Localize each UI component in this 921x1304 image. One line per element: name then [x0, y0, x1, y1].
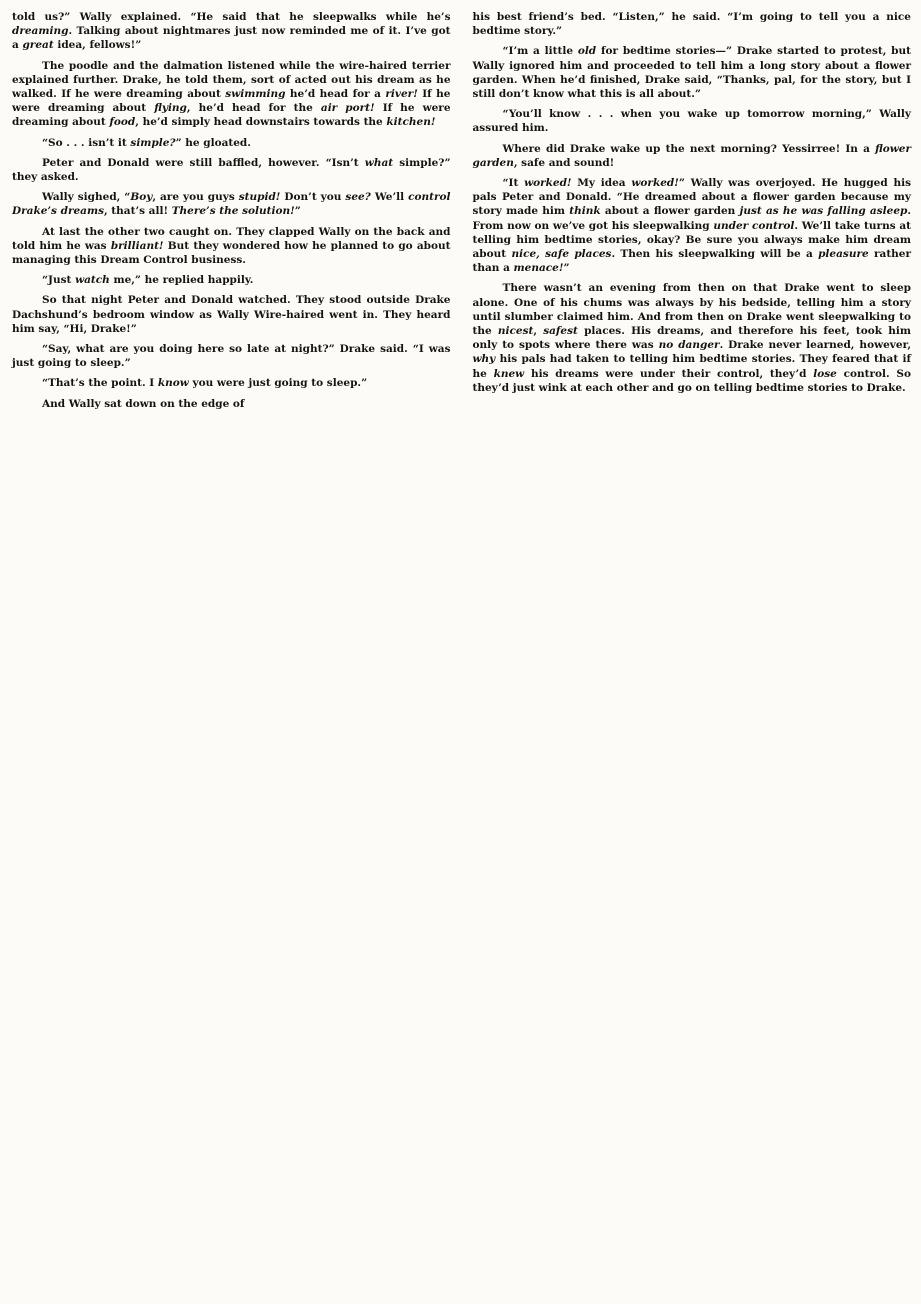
text-run: his pals had taken to telling him bedtime stories. They feared that if he [472, 353, 911, 380]
text-run: told us?” Wally explained. “He said that he sleepwalks while he’s [12, 11, 451, 23]
text-run: he’d head for a [285, 88, 386, 101]
text-run: So that night Peter and Donald watched. They stood outside Drake Dachshund’s bedroom window as Wally Wire-haired went in. They heard him say, “Hi, Drake!” [12, 294, 451, 335]
text-run: And Wally sat down on the edge of [42, 397, 245, 410]
italic-text-run: worked! [524, 177, 572, 190]
italic-text-run: old [577, 45, 597, 58]
italic-text-run: worked! [631, 177, 679, 190]
italic-text-run: dreaming [12, 25, 69, 38]
italic-text-run: control Drake’s dreams [12, 191, 451, 218]
text-run: , safe and sound! [513, 156, 615, 169]
text-run: for bedtime stories—” Drake started to protest, but Wally ignored him and proceeded to tell him a long story about a flower garden. When he’d finished, Drake said, “Thanks, pal, for the story, but I still don’t know what this is all about.” [472, 45, 911, 101]
italic-text-run: nicest [497, 325, 534, 338]
italic-text-run: no danger [658, 339, 720, 352]
right-column-paragraph [473, 176, 912, 275]
left-column-paragraph [12, 293, 451, 336]
text-run: places. His dreams, and therefore his feet, took him only to spots where there was [472, 325, 912, 352]
italic-text-run: know [157, 377, 189, 390]
text-run: At last the other two caught on. They clapped Wally on the back and told him he was [12, 225, 451, 252]
italic-text-run: brilliant! [110, 239, 164, 252]
right-column-paragraph [473, 281, 912, 395]
text-run: Don’t you [280, 191, 346, 204]
italic-text-run: just as he was falling asleep [739, 205, 908, 218]
text-run: “Just [42, 274, 76, 287]
text-run: , he’d simply head downstairs towards the [135, 116, 387, 129]
italic-text-run: swimming [225, 88, 286, 101]
italic-text-run: think [569, 205, 601, 218]
italic-text-run: food [109, 116, 136, 129]
text-run: . From now on we’ve got his sleepwalking [472, 205, 911, 232]
italic-text-run: Boy [130, 191, 153, 204]
text-run: We’ll [370, 191, 409, 204]
text-run: , that’s all! [104, 205, 172, 218]
italic-text-run: why [472, 353, 496, 366]
text-run: My idea [571, 177, 632, 190]
text-run: ” [294, 205, 301, 218]
right-text-column [473, 10, 912, 1304]
italic-text-run: pleasure [818, 248, 869, 261]
text-run: simple?” they asked. [12, 156, 451, 184]
left-text-column [12, 10, 451, 1304]
text-run: “I’m a little [502, 45, 578, 58]
left-column-paragraph [12, 273, 451, 287]
italic-text-run: air port! [320, 102, 375, 115]
text-run: . Talking about nightmares just now reminded me of it. I’ve got a [12, 25, 451, 52]
italic-text-run: flower garden [472, 142, 911, 169]
italic-text-run: great [22, 39, 54, 52]
text-run: idea, fellows!” [53, 39, 142, 52]
text-run: , [533, 325, 544, 338]
left-column-paragraph [12, 190, 451, 218]
text-run: , are you guys [152, 191, 239, 204]
text-run: control. So they’d just wink at each other and go on telling bedtime stories to Drake. [472, 367, 911, 394]
text-run: There wasn’t an evening from then on that Drake went to sleep alone. One of his chums was always by his bedside, telling him a story until slumber claimed him. And from then on Drake went sleepwalking to the [472, 282, 911, 338]
italic-text-run: what [364, 156, 394, 169]
text-run: “So . . . isn’t it [42, 136, 131, 149]
text-run: ” Wally was overjoyed. He hugged his pals Peter and Donald. “He dreamed about a flower garden because my story made him [472, 177, 911, 218]
left-column-paragraph [12, 59, 451, 130]
text-run: rather than a [472, 248, 912, 275]
left-column-paragraph [12, 342, 451, 370]
text-run: If he were dreaming about [12, 88, 451, 115]
left-column-paragraph [12, 156, 451, 184]
text-run: If he were dreaming about [12, 102, 451, 129]
text-run: “You’ll know . . . when you wake up tomorrow morning,” Wally assured him. [472, 108, 911, 135]
italic-text-run: river! [385, 88, 418, 101]
italic-text-run: menace! [513, 262, 564, 275]
italic-text-run: knew [493, 367, 525, 380]
right-column-paragraph [473, 44, 912, 101]
text-run: about a flower garden [600, 205, 740, 218]
left-column-paragraph [12, 136, 451, 150]
right-column-paragraph [473, 107, 912, 135]
text-run: . Drake never learned, however, [719, 339, 911, 352]
italic-text-run: kitchen! [386, 116, 436, 129]
text-run: ” [563, 262, 570, 275]
text-run: “It [502, 177, 525, 190]
italic-text-run: nice, safe places [511, 248, 612, 261]
italic-text-run: simple? [130, 136, 176, 149]
italic-text-run: There’s the solution! [171, 205, 295, 218]
left-column-paragraph [12, 10, 451, 53]
text-run: Peter and Donald were still baffled, however. “Isn’t [42, 156, 365, 169]
text-run: . Then his sleepwalking will be a [611, 248, 819, 261]
text-run: his dreams were under their control, they’d [524, 367, 814, 380]
text-run: . We’ll take turns at telling him bedtime stories, okay? Be sure you always make him dream about [472, 219, 911, 261]
text-run: The poodle and the dalmation listened while the wire-haired terrier explained further. Drake, he told them, sort of acted out his dream as he walked. If he were dreaming about [12, 59, 451, 101]
italic-text-run: safest [543, 325, 578, 338]
text-run: Where did Drake wake up the next morning? Yessirree! In a [502, 142, 876, 155]
text-run: ” he gloated. [175, 136, 251, 149]
right-column-paragraph [473, 10, 912, 38]
italic-text-run: flying [154, 102, 187, 115]
text-run: “Say, what are you doing here so late at night?” Drake said. “I was just going to sleep.” [12, 343, 451, 370]
italic-text-run: lose [813, 367, 837, 380]
text-run: me,” he replied happily. [109, 274, 254, 287]
left-column-paragraph [12, 397, 451, 411]
text-run: you were just going to sleep.” [188, 377, 368, 390]
left-column-paragraph [12, 376, 451, 390]
text-run: Wally sighed, “ [42, 191, 131, 204]
italic-text-run: stupid! [238, 191, 281, 204]
italic-text-run: under control [713, 219, 795, 232]
left-column-paragraph [12, 225, 451, 268]
text-run: But they wondered how he planned to go about managing this Dream Control business. [12, 239, 451, 267]
right-column-paragraph [473, 142, 912, 170]
text-run: “That’s the point. I [42, 377, 158, 390]
italic-text-run: watch [75, 274, 110, 287]
text-run: his best friend’s bed. “Listen,” he said. “I’m going to tell you a nice bedtime story.” [472, 11, 911, 38]
italic-text-run: see? [345, 191, 371, 204]
text-run: , he’d head for the [186, 102, 321, 115]
